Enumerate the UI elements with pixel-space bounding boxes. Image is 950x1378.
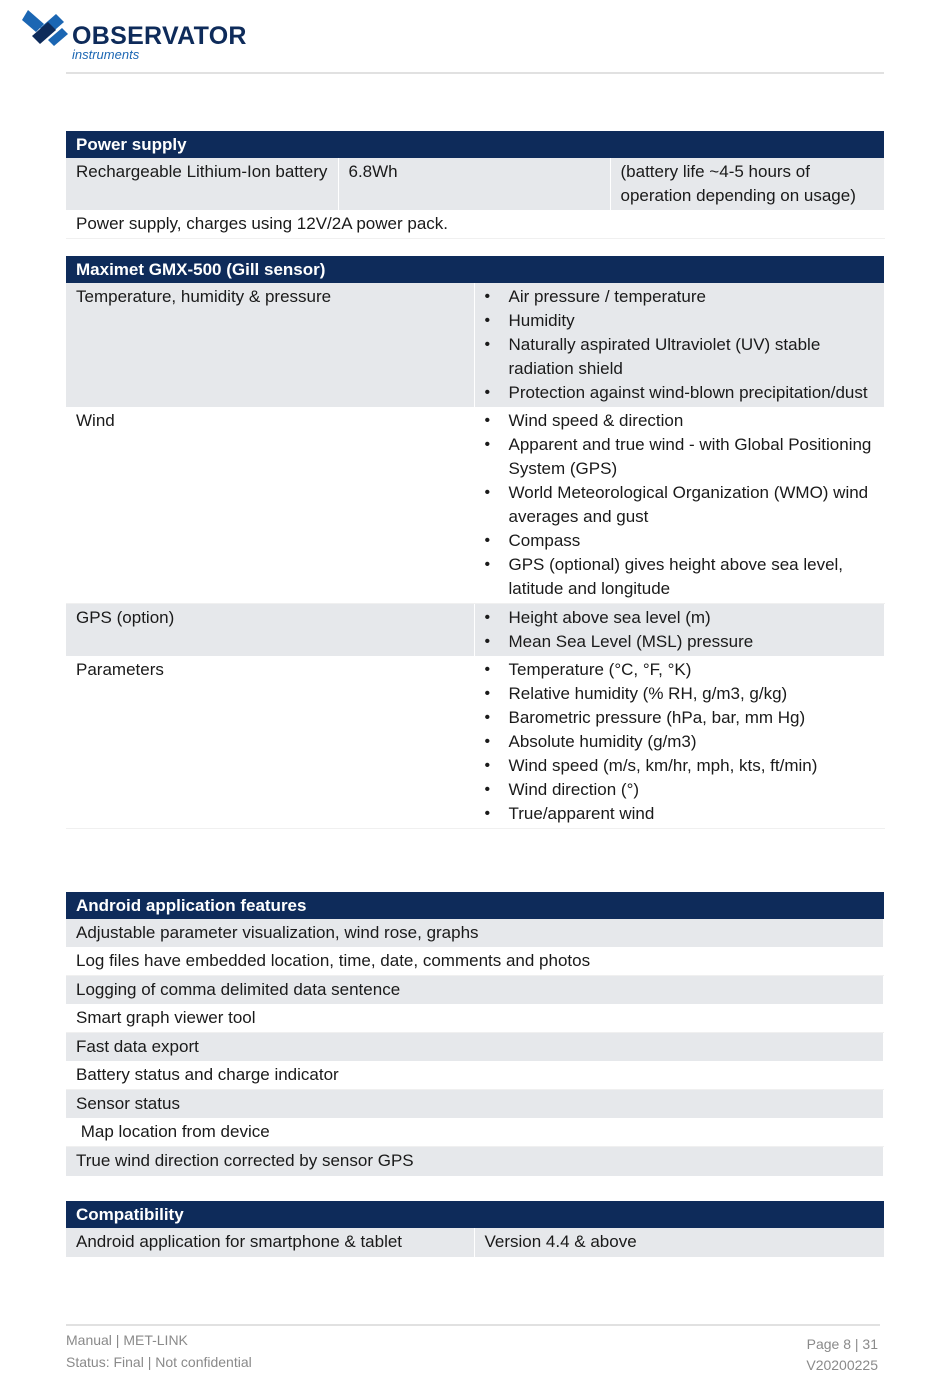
bullet-list	[485, 409, 874, 601]
table-title: Maximet GMX-500 (Gill sensor)	[66, 256, 884, 283]
list-item: • Air pressure / temperature	[485, 285, 874, 309]
footer-version: V20200225	[806, 1357, 878, 1373]
list-item: • Protection against wind-blown precipitation/dust	[485, 381, 874, 405]
table-title: Power supply	[66, 131, 884, 158]
list-item: • Absolute humidity (g/m3)	[485, 730, 874, 754]
footer-divider	[66, 1324, 880, 1326]
power-supply-table	[66, 131, 885, 239]
table-row	[66, 919, 884, 947]
brand-name: OBSERVATOR	[72, 22, 247, 50]
list-item: • Apparent and true wind - with Global Positioning System (GPS)	[485, 433, 874, 481]
table-cell: (battery life ~4-5 hours of operation depending on usage)	[610, 158, 884, 210]
table-cell: Fast data export	[66, 1033, 884, 1062]
table-row	[66, 1228, 884, 1257]
list-item: • Wind speed & direction	[485, 409, 874, 433]
list-item: • Height above sea level (m)	[485, 606, 874, 630]
table-row	[66, 1033, 884, 1062]
list-item: • Mean Sea Level (MSL) pressure	[485, 630, 874, 654]
list-item: • Wind speed (m/s, km/hr, mph, kts, ft/min)	[485, 754, 874, 778]
table-row	[66, 283, 884, 407]
table-row	[66, 407, 884, 604]
table-cell: 6.8Wh	[338, 158, 610, 210]
table-row	[66, 604, 884, 657]
table-cell: Logging of comma delimited data sentence	[66, 976, 884, 1005]
brand-subtitle: instruments	[72, 47, 140, 62]
observator-logo-icon	[22, 10, 68, 50]
table-cell: Adjustable parameter visualization, wind rose, graphs	[66, 919, 884, 947]
list-item: • Temperature (°C, °F, °K)	[485, 658, 874, 682]
table-row	[66, 976, 884, 1005]
android-features-table	[66, 892, 884, 1176]
list-item: • Compass	[485, 529, 874, 553]
row-label: Wind	[66, 407, 474, 604]
table-title: Compatibility	[66, 1201, 884, 1228]
table-cell: Android application for smartphone & tablet	[66, 1228, 474, 1257]
header-divider	[66, 72, 884, 74]
row-label: Temperature, humidity & pressure	[66, 283, 474, 407]
bullet-list	[485, 285, 874, 405]
page-header	[0, 0, 950, 76]
footer-page-number: Page 8 | 31	[806, 1336, 878, 1352]
row-label: Parameters	[66, 656, 474, 829]
table-cell: Rechargeable Lithium-Ion battery	[66, 158, 338, 210]
table-cell: True wind direction corrected by sensor GPS	[66, 1147, 884, 1176]
table-row	[66, 1004, 884, 1033]
footer-status: Status: Final | Not confidential	[66, 1354, 252, 1370]
list-item: • Humidity	[485, 309, 874, 333]
table-cell: Battery status and charge indicator	[66, 1061, 884, 1090]
table-row	[66, 210, 884, 239]
list-item: • World Meteorological Organization (WMO) wind averages and gust	[485, 481, 874, 529]
table-row	[66, 656, 884, 829]
table-row	[66, 1118, 884, 1147]
footer-document: Manual | MET-LINK	[66, 1332, 188, 1348]
bullet-list	[485, 606, 874, 654]
table-row	[66, 947, 884, 976]
list-item: • Wind direction (°)	[485, 778, 874, 802]
table-row	[66, 1147, 884, 1176]
list-item: • GPS (optional) gives height above sea level, latitude and longitude	[485, 553, 874, 601]
list-item: • Barometric pressure (hPa, bar, mm Hg)	[485, 706, 874, 730]
table-cell: Map location from device	[66, 1118, 884, 1147]
list-item: • Naturally aspirated Ultraviolet (UV) stable radiation shield	[485, 333, 874, 381]
row-label: GPS (option)	[66, 604, 474, 657]
table-row	[66, 1061, 884, 1090]
table-cell: Sensor status	[66, 1090, 884, 1119]
table-title: Android application features	[66, 892, 884, 919]
bullet-list	[485, 658, 874, 826]
list-item: • Relative humidity (% RH, g/m3, g/kg)	[485, 682, 874, 706]
table-row	[66, 158, 884, 210]
table-row	[66, 1090, 884, 1119]
compatibility-table	[66, 1201, 885, 1257]
table-cell: Smart graph viewer tool	[66, 1004, 884, 1033]
table-cell: Log files have embedded location, time, date, comments and photos	[66, 947, 884, 976]
list-item: • True/apparent wind	[485, 802, 874, 826]
table-cell: Version 4.4 & above	[474, 1228, 884, 1257]
table-cell: Power supply, charges using 12V/2A power pack.	[66, 210, 884, 239]
maximet-table	[66, 256, 885, 829]
